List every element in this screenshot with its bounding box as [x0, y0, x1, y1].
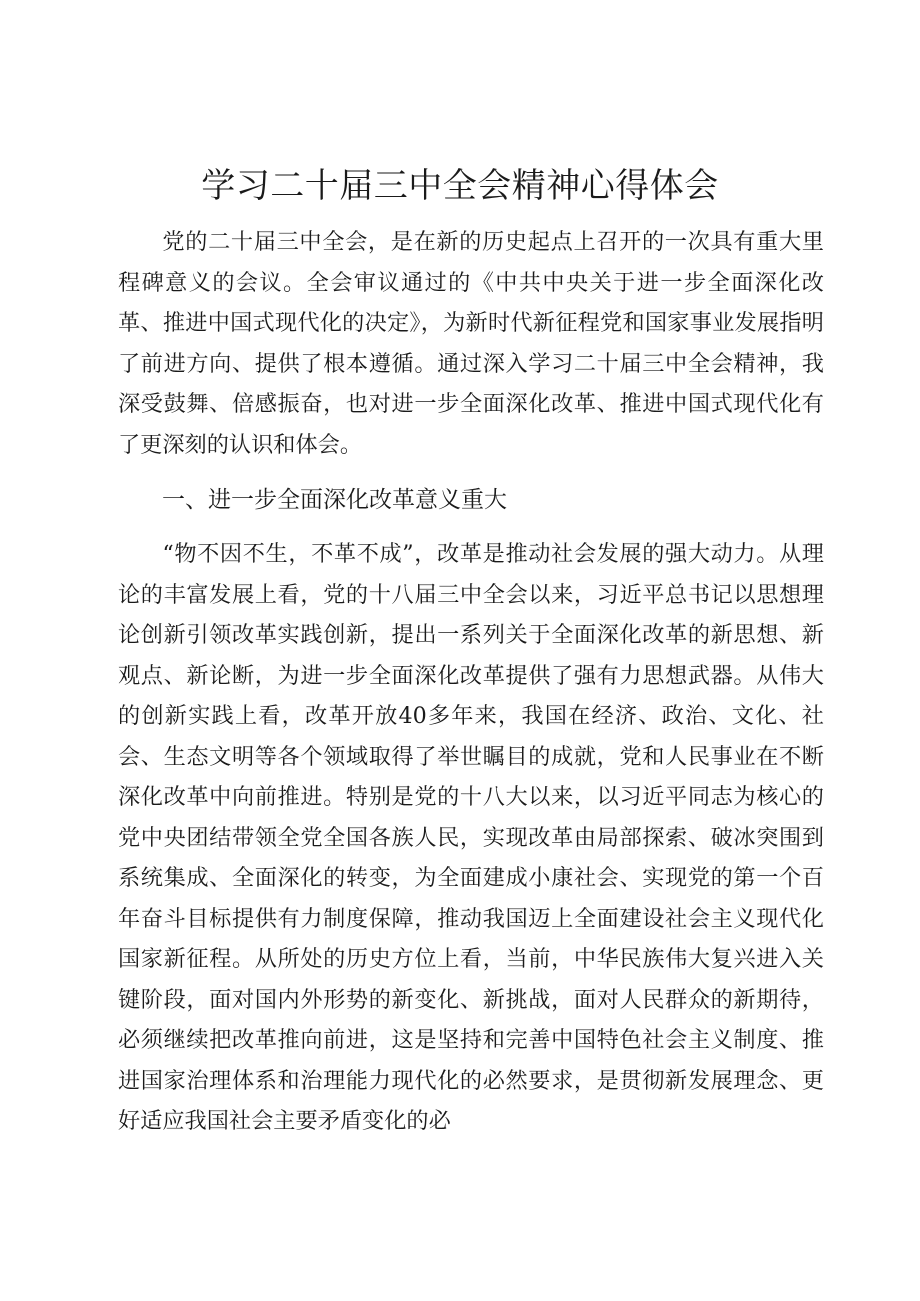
document-title: 学习二十届三中全会精神心得体会: [201, 166, 719, 206]
intro-paragraph: 党的二十届三中全会，是在新的历史起点上召开的一次具有重大里程碑意义的会议。全会审议通过的《中共中央关于进一步全面深化改革、推进中国式现代化的决定》，为新时代新征程党和国家事业发展指明了前进方向、提供了根本遵循。通过深入学习二十届三中全会精神，我深受鼓舞、倍感振奋，也对进一步全面深化改革、推进中国式现代化有了更深刻的认识和体会。: [118, 229, 824, 458]
section-heading: 一、进一步全面深化改革意义重大: [162, 487, 507, 513]
section-paragraph: “物不因不生，不革不成”，改革是推动社会发展的强大动力。从理论的丰富发展上看，党的十八届三中全会以来，习近平总书记以思想理论创新引领改革实践创新，提出一系列关于全面深化改革的新思想、新观点、新论断，为进一步全面深化改革提供了强有力思想武器。从伟大的创新实践上看，改革开放40多年来，我国在经济、政治、文化、社会、生态文明等各个领域取得了举世瞩目的成就，党和人民事业在不断深化改革中向前推进。特别是党的十八大以来，以习近平同志为核心的党中央团结带领全党全国各族人民，实现改革由局部探索、破冰突围到系统集成、全面深化的转变，为全面建成小康社会、实现党的第一个百年奋斗目标提供有力制度保障，推动我国迈上全面建设社会主义现代化国家新征程。从所处的历史方位上看，当前，中华民族伟大复兴进入关键阶段，面对国内外形势的新变化、新挑战，面对人民群众的新期待，必须继续把改革推向前进，这是坚持和完善中国特色社会主义制度、推进国家治理体系和治理能力现代化的必然要求，是贯彻新发展理念、更好适应我国社会主要矛盾变化的必: [118, 541, 824, 1134]
